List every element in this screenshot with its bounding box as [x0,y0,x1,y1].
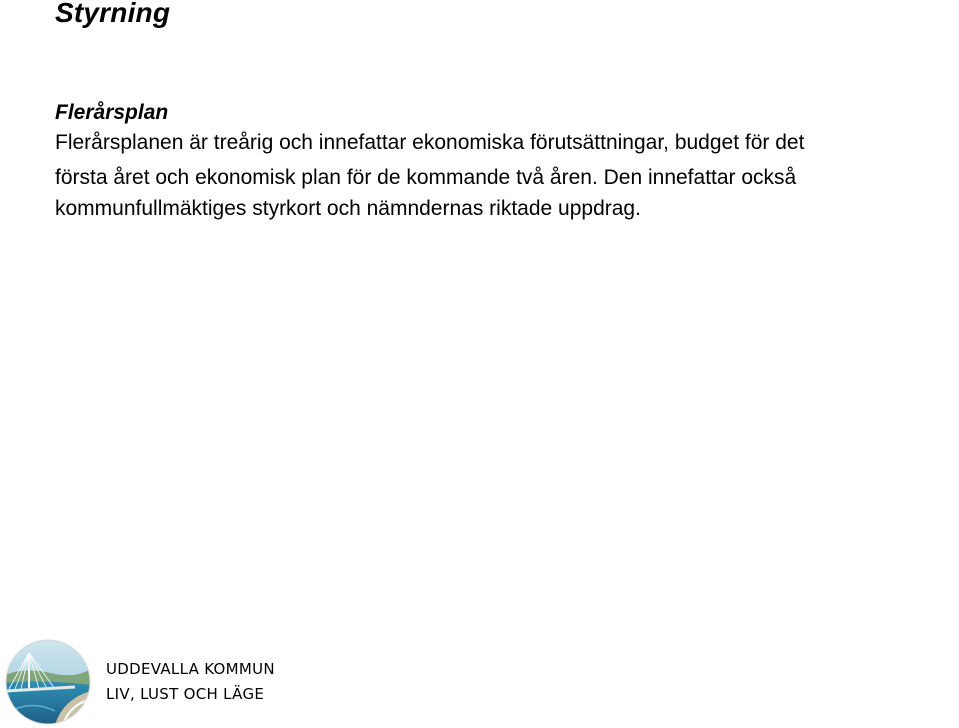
page-title: Styrning [55,0,171,28]
body-line-2: första året och ekonomisk plan för de kommande två åren. Den innefattar också [55,166,797,189]
bridge-logo-icon [5,639,91,725]
organization-tagline: LIV, LUST OCH LÄGE [106,685,265,703]
body-line-3: kommunfullmäktiges styrkort och nämndernas riktade uppdrag. [55,197,641,220]
organization-name: UDDEVALLA KOMMUN [106,660,275,678]
section-heading: Flerårsplan [55,101,169,124]
body-line-1: Flerårsplanen är treårig och innefattar ekonomiska förutsättningar, budget för det [55,131,805,154]
